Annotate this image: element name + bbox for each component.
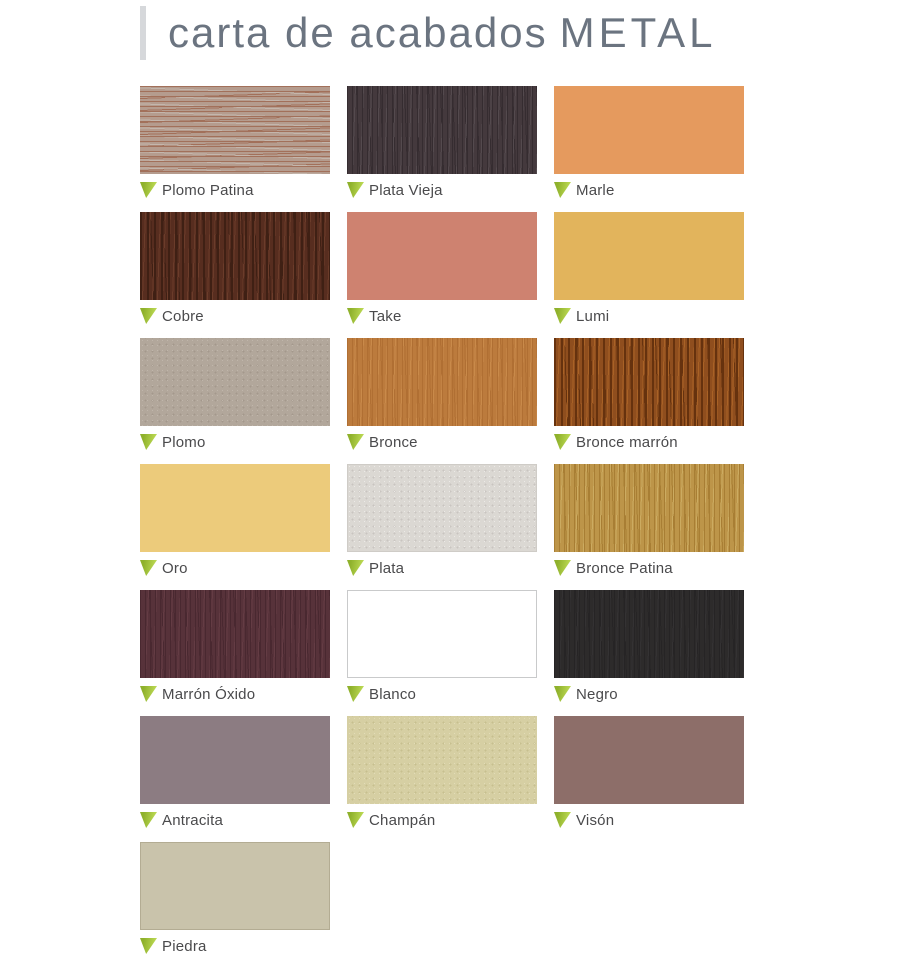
- swatch-caption: [347, 181, 537, 199]
- swatch-cell: [140, 842, 330, 955]
- swatch-antracita: [140, 716, 330, 804]
- swatch-label: Marle: [576, 181, 615, 199]
- swatch-label: Plata Vieja: [369, 181, 443, 199]
- corner-triangle-icon: [554, 434, 571, 450]
- swatch-caption: [554, 307, 744, 325]
- swatch-caption: [140, 307, 330, 325]
- corner-triangle-icon: [140, 686, 157, 702]
- swatch-caption: [140, 559, 330, 577]
- corner-triangle-icon: [140, 182, 157, 198]
- swatch-cell: [554, 338, 744, 451]
- swatch-champan: [347, 716, 537, 804]
- swatch-marle: [554, 86, 744, 174]
- swatch-cell: [554, 212, 744, 325]
- corner-triangle-icon: [347, 182, 364, 198]
- swatch-plata-vieja: [347, 86, 537, 174]
- swatch-oro: [140, 464, 330, 552]
- corner-triangle-icon: [347, 686, 364, 702]
- corner-triangle-icon: [554, 182, 571, 198]
- corner-triangle-icon: [140, 938, 157, 954]
- corner-triangle-icon: [347, 560, 364, 576]
- swatch-label: Champán: [369, 811, 436, 829]
- corner-triangle-icon: [140, 308, 157, 324]
- swatch-bronce: [347, 338, 537, 426]
- swatch-label: Piedra: [162, 937, 207, 955]
- swatch-cell: [140, 464, 330, 577]
- swatch-caption: [554, 685, 744, 703]
- swatch-bronce-marron: [554, 338, 744, 426]
- swatch-grid: [140, 86, 764, 962]
- swatch-caption: [554, 181, 744, 199]
- header: [140, 0, 717, 60]
- swatch-label: Bronce Patina: [576, 559, 673, 577]
- swatch-label: Plomo: [162, 433, 206, 451]
- swatch-plomo-patina: [140, 86, 330, 174]
- swatch-caption: [347, 559, 537, 577]
- swatch-cell: [347, 464, 537, 577]
- swatch-caption: [554, 811, 744, 829]
- corner-triangle-icon: [554, 308, 571, 324]
- corner-triangle-icon: [347, 434, 364, 450]
- swatch-cell: [140, 86, 330, 199]
- swatch-cell: [347, 590, 537, 703]
- swatch-label: Cobre: [162, 307, 204, 325]
- swatch-label: Blanco: [369, 685, 417, 703]
- swatch-label: Antracita: [162, 811, 223, 829]
- swatch-bronce-patina: [554, 464, 744, 552]
- corner-triangle-icon: [554, 560, 571, 576]
- swatch-caption: [140, 685, 330, 703]
- swatch-cell: [554, 716, 744, 829]
- page-title-regular: carta de acabados: [168, 9, 548, 56]
- swatch-caption: [554, 433, 744, 451]
- swatch-plomo: [140, 338, 330, 426]
- swatch-label: Take: [369, 307, 402, 325]
- swatch-label: Bronce marrón: [576, 433, 678, 451]
- swatch-label: Plata: [369, 559, 405, 577]
- swatch-label: Visón: [576, 811, 615, 829]
- page-title: [168, 10, 717, 56]
- swatch-caption: [140, 181, 330, 199]
- swatch-take: [347, 212, 537, 300]
- corner-triangle-icon: [140, 434, 157, 450]
- swatch-cell: [140, 212, 330, 325]
- swatch-label: Lumi: [576, 307, 610, 325]
- swatch-caption: [140, 937, 330, 955]
- swatch-label: Bronce: [369, 433, 418, 451]
- swatch-caption: [347, 685, 537, 703]
- swatch-cell: [347, 716, 537, 829]
- swatch-caption: [554, 559, 744, 577]
- swatch-cell: [554, 86, 744, 199]
- swatch-caption: [347, 811, 537, 829]
- swatch-cell: [347, 86, 537, 199]
- swatch-cell: [140, 716, 330, 829]
- corner-triangle-icon: [554, 812, 571, 828]
- swatch-vison: [554, 716, 744, 804]
- swatch-lumi: [554, 212, 744, 300]
- swatch-cell: [554, 590, 744, 703]
- corner-triangle-icon: [347, 308, 364, 324]
- swatch-caption: [347, 307, 537, 325]
- corner-triangle-icon: [554, 686, 571, 702]
- swatch-caption: [347, 433, 537, 451]
- swatch-cobre: [140, 212, 330, 300]
- swatch-blanco: [347, 590, 537, 678]
- swatch-cell: [554, 464, 744, 577]
- swatch-cell: [347, 212, 537, 325]
- swatch-label: Negro: [576, 685, 618, 703]
- swatch-label: Plomo Patina: [162, 181, 254, 199]
- swatch-caption: [140, 433, 330, 451]
- swatch-cell: [140, 338, 330, 451]
- swatch-piedra: [140, 842, 330, 930]
- swatch-negro: [554, 590, 744, 678]
- swatch-cell: [347, 338, 537, 451]
- swatch-label: Oro: [162, 559, 188, 577]
- title-accent-bar: [140, 6, 146, 60]
- corner-triangle-icon: [347, 812, 364, 828]
- swatch-marron-oxido: [140, 590, 330, 678]
- swatch-label: Marrón Óxido: [162, 685, 256, 703]
- corner-triangle-icon: [140, 560, 157, 576]
- corner-triangle-icon: [140, 812, 157, 828]
- swatch-caption: [140, 811, 330, 829]
- swatch-plata: [347, 464, 537, 552]
- page-title-accent: METAL: [559, 9, 717, 56]
- swatch-cell: [140, 590, 330, 703]
